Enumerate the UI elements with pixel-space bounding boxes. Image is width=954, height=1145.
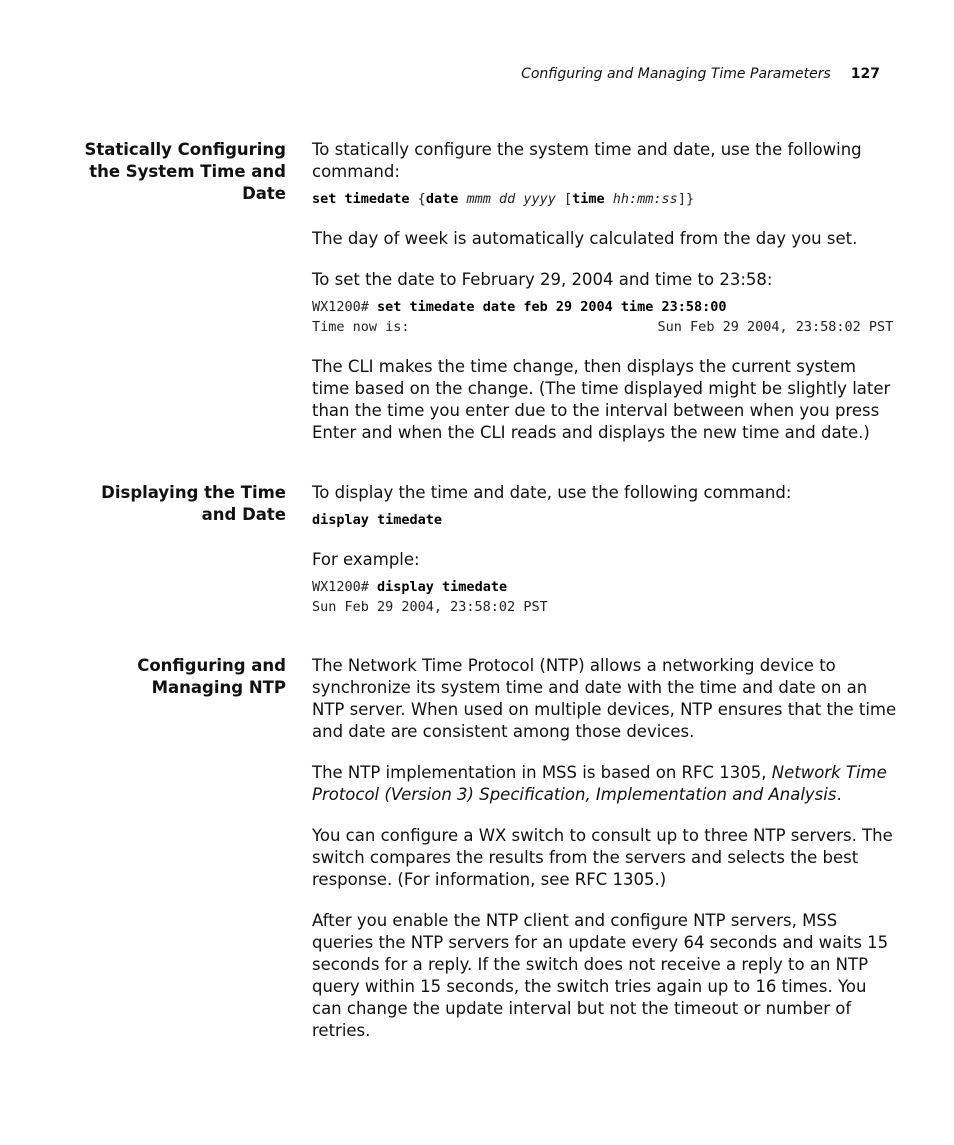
paragraph-text: The NTP implementation in MSS is based on RFC 1305, (312, 763, 772, 782)
paragraph: For example: (312, 550, 420, 569)
heading-line: Date (242, 184, 286, 203)
syntax-keyword: date (425, 191, 459, 207)
syntax-punct: [ (555, 191, 573, 207)
cli-command: display timedate (377, 579, 508, 595)
paragraph: To set the date to February 29, 2004 and time to 23:58: (312, 270, 773, 289)
syntax-command: display timedate (312, 512, 443, 528)
paragraph: To statically configure the system time and date, use the following command: (312, 140, 862, 181)
syntax-command: set timedate (312, 191, 410, 207)
syntax-punct: ]} (677, 191, 695, 207)
paragraph: You can configure a WX switch to consult up to three NTP servers. The switch compares the results from the servers and selects the best response. (For information, see RFC 1305.) (312, 826, 893, 889)
cli-prompt: WX1200# (312, 579, 378, 595)
paragraph-text: . (836, 785, 842, 804)
rfc-title: Network Time Protocol (Version 3) Specification, Implementation and Analysis (312, 763, 887, 804)
syntax-punct: { (409, 191, 426, 207)
heading-line: Configuring and (137, 656, 286, 675)
section-heading (60, 655, 286, 699)
paragraph: To display the time and date, use the following command: (312, 483, 792, 502)
heading-line: the System Time and (89, 162, 286, 181)
section-heading (60, 139, 286, 205)
section-heading (60, 482, 286, 526)
section-body (312, 482, 897, 636)
page-number: 127 (850, 66, 880, 82)
section-body (312, 655, 897, 1061)
running-head-title: Configuring and Managing Time Parameters (521, 66, 831, 82)
paragraph: The CLI makes the time change, then displays the current system time based on the change. (The time displayed might be slightly later than the time you enter due to the interval between when you press Enter and when the CLI reads and displays the new time and date.) (312, 357, 891, 442)
cli-command: set timedate date feb 29 2004 time 23:58:00 (377, 299, 727, 315)
paragraph: The day of week is automatically calculated from the day you set. (312, 229, 858, 248)
cli-example (312, 297, 897, 337)
heading-line: Managing NTP (151, 678, 286, 697)
syntax-argument: mmm dd yyyy (458, 191, 556, 207)
heading-line: and Date (201, 505, 286, 524)
paragraph: After you enable the NTP client and configure NTP servers, MSS queries the NTP servers for an update every 64 seconds and waits 15 seconds for a reply. If the switch does not receive a reply to an NTP query within 15 seconds, the switch tries again up to 16 times. You can change the update interval but not the timeout or number of retries. (312, 911, 889, 1040)
cli-output-value: Sun Feb 29 2004, 23:58:02 PST (657, 319, 894, 335)
cli-output-label: Time now is: (312, 319, 410, 335)
cli-prompt: WX1200# (312, 299, 378, 315)
section-body (312, 139, 897, 463)
heading-line: Displaying the Time (101, 483, 286, 502)
command-syntax (312, 510, 897, 530)
syntax-argument: hh:mm:ss (604, 191, 678, 207)
command-syntax (312, 189, 897, 209)
paragraph: The Network Time Protocol (NTP) allows a networking device to synchronize its system time and date with the time and date on an NTP server. When used on multiple devices, NTP ensures that the time and date are consistent among those devices. (312, 656, 897, 741)
cli-output: Sun Feb 29 2004, 23:58:02 PST (312, 599, 548, 615)
heading-line: Statically Configuring (84, 140, 286, 159)
cli-example (312, 577, 897, 617)
paragraph-rfc (312, 762, 897, 806)
syntax-keyword: time (572, 191, 605, 207)
running-head (521, 66, 880, 82)
